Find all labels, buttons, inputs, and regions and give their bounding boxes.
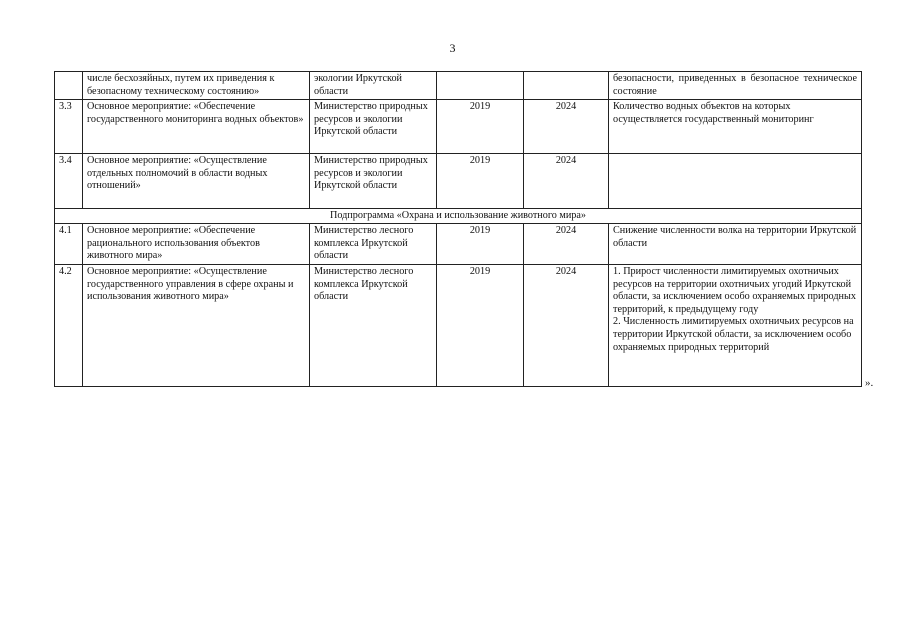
start-year-cell: 2019 <box>437 265 524 387</box>
table-row <box>55 265 862 387</box>
closing-quote: ». <box>865 377 874 389</box>
start-year-cell: 2019 <box>437 100 524 154</box>
event-cell: Основное мероприятие: «Обеспечение рационального использования объектов животного мира» <box>83 224 310 265</box>
event-cell: Основное мероприятие: «Осуществление государственного управления в сфере охраны и использования животного мира» <box>83 265 310 387</box>
end-year-cell: 2024 <box>524 224 609 265</box>
start-year-cell: 2019 <box>437 224 524 265</box>
measures-table <box>54 71 862 387</box>
executor-cell: Министерство лесного комплекса Иркутской области <box>310 224 437 265</box>
table-row <box>55 100 862 154</box>
end-year-cell: 2024 <box>524 100 609 154</box>
result-cell: безопасности, приведенных в безопасное техническое состояние <box>609 72 862 100</box>
end-year-cell: 2024 <box>524 154 609 209</box>
subprogram-row <box>55 209 862 224</box>
result-item: 1. Прирост численности лимитируемых охотничьих ресурсов на территории охотничьих угодий Иркутской области, за исключением особо охраняемых природных территорий, к предыдущему году <box>613 266 856 315</box>
row-number: 4.2 <box>55 265 83 387</box>
end-year-cell: 2024 <box>524 265 609 387</box>
table-row <box>55 72 862 100</box>
event-cell: числе бесхозяйных, путем их приведения к безопасному техническому состоянию» <box>83 72 310 100</box>
result-cell: Количество водных объектов на которых осуществляется государственный мониторинг <box>609 100 862 154</box>
start-year-cell <box>437 72 524 100</box>
row-number: 3.4 <box>55 154 83 209</box>
end-year-cell <box>524 72 609 100</box>
table-row <box>55 224 862 265</box>
result-cell <box>609 265 862 387</box>
executor-cell: Министерство лесного комплекса Иркутской области <box>310 265 437 387</box>
table-row <box>55 154 862 209</box>
page-number: 3 <box>449 41 456 55</box>
row-number: 4.1 <box>55 224 83 265</box>
result-item: 2. Численность лимитируемых охотничьих ресурсов на территории Иркутской области, за исключением особо охраняемых природных территорий <box>613 316 854 353</box>
start-year-cell: 2019 <box>437 154 524 209</box>
executor-cell: Министерство природных ресурсов и экологии Иркутской области <box>310 100 437 154</box>
result-cell: Снижение численности волка на территории Иркутской области <box>609 224 862 265</box>
row-number: 3.3 <box>55 100 83 154</box>
result-cell <box>609 154 862 209</box>
subprogram-title: Подпрограмма «Охрана и использование животного мира» <box>55 209 862 224</box>
row-number <box>55 72 83 100</box>
executor-cell: Министерство природных ресурсов и экологии Иркутской области <box>310 154 437 209</box>
executor-cell: экологии Иркутской области <box>310 72 437 100</box>
event-cell: Основное мероприятие: «Обеспечение государственного мониторинга водных объектов» <box>83 100 310 154</box>
event-cell: Основное мероприятие: «Осуществление отдельных полномочий в области водных отношений» <box>83 154 310 209</box>
